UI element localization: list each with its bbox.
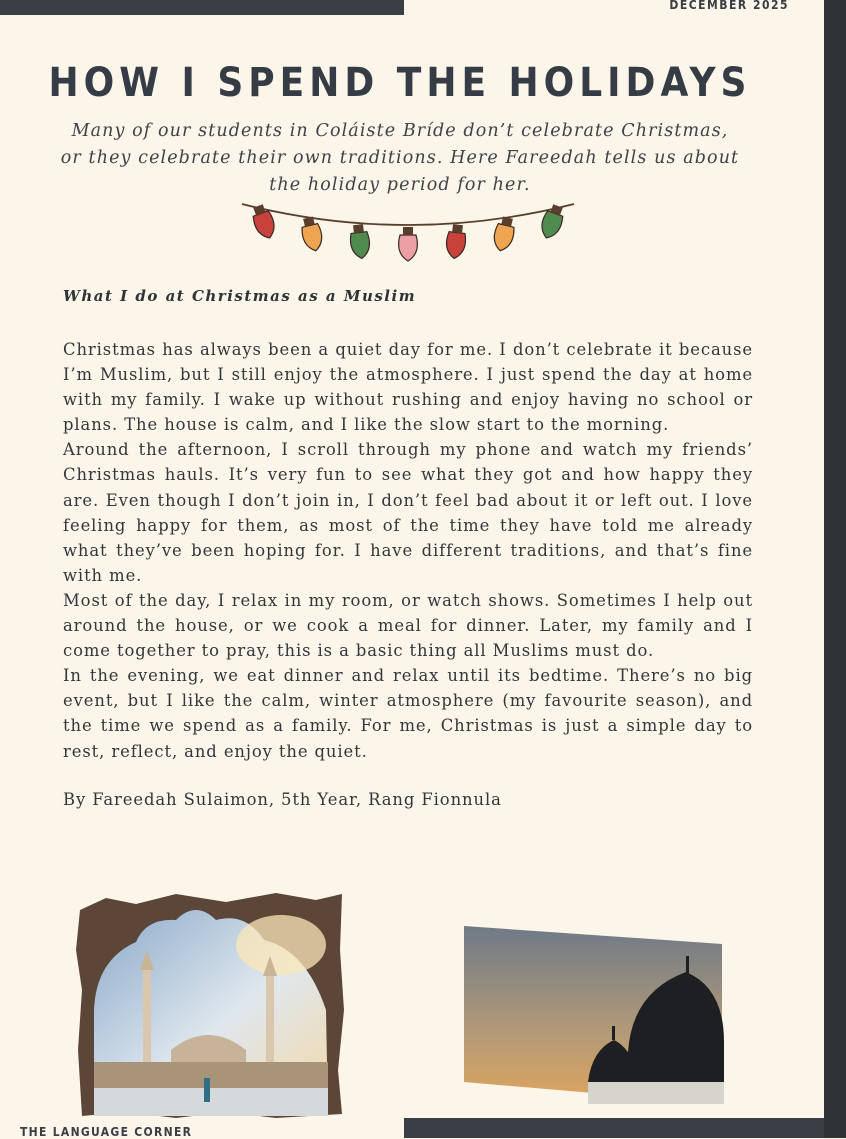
article-paragraph: Around the afternoon, I scroll through my phone and watch my friends’ Christmas hauls. It’s very fun to see what they got and how happy they are. Even though I don’t join in, I don’t feel bad about it or left out. I love feeling happy for them, as most of the time they have told me already what they’ve been hoping for. I have different traditions, and that’s fine with me. xyxy=(63,440,753,585)
article-title: HOW I SPEND THE HOLIDAYS xyxy=(48,60,752,106)
light-bulb-icon xyxy=(249,203,278,241)
light-bulb-icon xyxy=(445,224,468,260)
issue-date: DECEMBER 2025 xyxy=(669,0,789,12)
article-subheading: What I do at Christmas as a Muslim xyxy=(63,287,417,305)
right-edge-bar xyxy=(824,0,846,1138)
article-byline: By Fareedah Sulaimon, 5th Year, Rang Fionnula xyxy=(63,790,502,809)
top-rule xyxy=(0,0,404,15)
light-bulb-icon xyxy=(399,227,418,261)
bottom-rule xyxy=(404,1118,824,1138)
light-bulb-icon xyxy=(491,216,517,253)
light-bulb-icon xyxy=(538,203,567,241)
christmas-lights-illustration xyxy=(238,198,578,272)
article-paragraph: Christmas has always been a quiet day for me. I don’t celebrate it because I’m Muslim, but I still enjoy the atmosphere. I just spend the day at home with my family. I wake up without rushing and enjoy having no school or plans. The house is calm, and I like the slow start to the morning. xyxy=(63,340,753,435)
article-intro: Many of our students in Coláiste Bríde don’t celebrate Christmas, or they celebrate their own traditions. Here Fareedah tells us about the holiday period for her. xyxy=(60,121,740,195)
footer-label: THE LANGUAGE CORNER xyxy=(20,1125,193,1139)
light-bulb-icon xyxy=(299,216,325,253)
article-body xyxy=(63,337,753,764)
article-paragraph: In the evening, we eat dinner and relax until its bedtime. There’s no big event, but I like the calm, winter atmosphere (my favourite season), and the time we spend as a family. For me, Christmas is just a simple day to rest, reflect, and enjoy the quiet. xyxy=(63,666,753,761)
article-paragraph: Most of the day, I relax in my room, or watch shows. Sometimes I help out around the house, or we cook a meal for dinner. Later, my family and I come together to pray, this is a basic thing all Muslims must do. xyxy=(63,590,753,661)
light-bulb-icon xyxy=(349,224,372,260)
mosque-dome-sunset-photo xyxy=(462,922,726,1106)
mosque-courtyard-photo xyxy=(76,890,346,1120)
